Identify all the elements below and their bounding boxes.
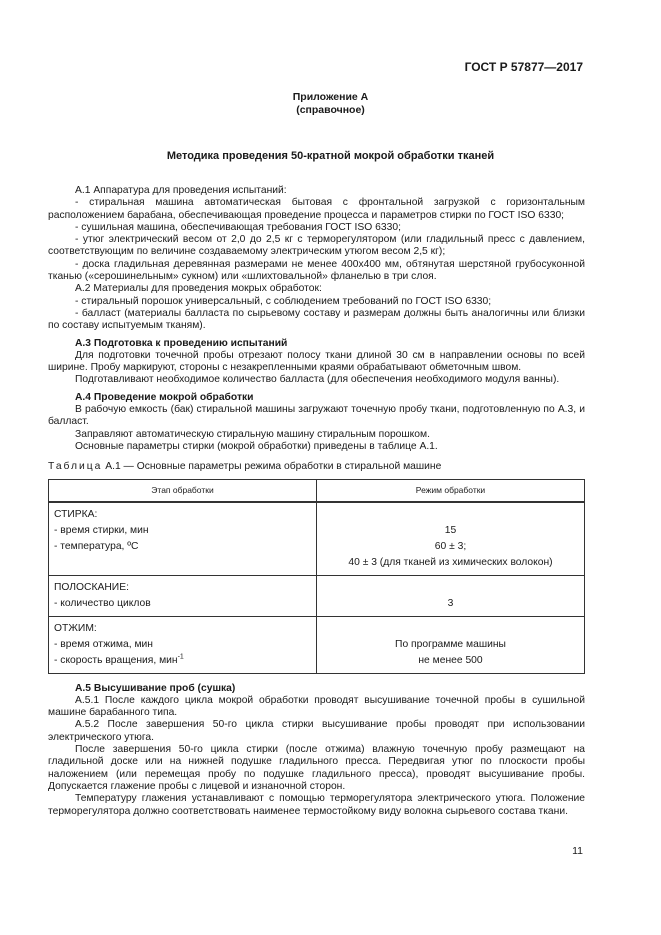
parameter-value: 40 ± 3 (для тканей из химических волокон) [348,556,553,568]
section-heading: А.4 Проведение мокрой обработки [75,391,254,403]
section-heading: А.5 Высушивание проб (сушка) [75,682,236,694]
unit-superscript: -1 [177,653,184,661]
parameter-label: - температура, ºС [54,540,139,552]
section-heading: А.3 Подготовка к проведению испытаний [75,337,288,349]
section-a3 [48,338,585,387]
parameter-value: 3 [447,597,454,609]
annex-subtitle: (справочное) [296,104,365,116]
parameter-value: 15 [444,524,457,536]
table-caption-text: А.1 — Основные параметры режима обработки в стиральной машине [102,461,442,473]
section-a2 [48,283,585,332]
paragraph: - балласт (материалы балласта по сырьевому составу и размерам должны быть аналогичны или близки по составу испытуемым тканям). [48,307,585,332]
annex-title: Приложение А [292,91,369,103]
parameter-label-text: - скорость вращения, мин [54,654,178,666]
stage-cell [49,575,317,616]
mode-cell [317,575,585,616]
paragraph: - сушильная машина, обеспечивающая требования ГОСТ ISO 6330; [75,221,401,233]
paragraph: Температуру глажения устанавливают с помощью терморегулятора электрического утюга. Положение терморегулятора должно соответствовать наименее термостойкому виду волокна сырьевого состава ткани. [48,793,585,817]
paragraph: Подготавливают необходимое количество балласта (для обеспечения необходимого модуля ванны). [75,374,560,386]
column-header-stage: Этап обработки [49,479,317,502]
paragraph: - доска гладильная деревянная размерами не менее 400х400 мм, обтянутая шерстяной грубосуконной тканью («серошинельным» сукном) или «шлихтовальной» фланелью в три слоя. [48,258,585,283]
paragraph: А.5.2 После завершения 50-го цикла стирки высушивание пробы проводят при использовании электрического утюга. [48,719,585,743]
paragraph: В рабочую емкость (бак) стиральной машины загружают точечную пробу ткани, подготовленную по А.3, и балласт. [48,404,585,428]
parameter-label: - время отжима, мин [54,638,153,650]
table-caption [48,461,585,473]
stage-title: ПОЛОСКАНИЕ: [54,581,129,593]
table-header-row [49,479,585,502]
stage-title: ОТЖИМ: [54,622,97,634]
stage-cell [49,502,317,576]
parameter-label: - время стирки, мин [54,524,149,536]
document-id: ГОСТ Р 57877—2017 [464,60,583,74]
mode-cell [317,502,585,576]
column-header-mode: Режим обработки [317,479,585,502]
mode-cell [317,616,585,673]
parameter-label: - количество циклов [54,597,151,609]
table-row-spin [49,616,585,673]
paragraph: Заправляют автоматическую стиральную машину стиральным порошком. [75,428,430,440]
paragraph: А.1 Аппаратура для проведения испытаний: [75,185,287,196]
parameters-table [48,479,585,674]
paragraph: Основные параметры стирки (мокрой обработки) приведены в таблице А.1. [75,440,438,452]
stage-cell [49,616,317,673]
paragraph: А.5.1 После каждого цикла мокрой обработки проводят высушивание точечной пробы в сушильной машине барабанного типа. [48,694,585,719]
paragraph: - стиральная машина автоматическая бытовая с фронтальной загрузкой с горизонтальным расположением барабана, обеспечивающая проведение процесса и параметров стирки по ГОСТ ISO 6330; [48,197,585,221]
table-row-wash [49,502,585,576]
table-row-rinse [49,575,585,616]
paragraph: Для подготовки точечной пробы отрезают полосу ткани длиной 30 см в направлении основы по всей ширине. Пробу маркируют, стороны с незакрепленными краями обрабатывают обметочным швом. [48,349,585,374]
stage-title: СТИРКА: [54,508,98,520]
page-number: 11 [572,845,583,857]
annex-heading [0,91,661,117]
section-a5 [48,683,585,818]
document-body [48,185,585,818]
method-title: Методика проведения 50-кратной мокрой обработки тканей [166,150,495,162]
parameter-value: не менее 500 [418,654,483,666]
parameter-value: По программе машины [395,638,506,650]
paragraph: - стиральный порошок универсальный, с соблюдением требований по ГОСТ ISO 6330; [75,295,492,307]
section-a1 [48,185,585,283]
table-caption-word: Таблица [48,461,103,473]
paragraph: - утюг электрический весом от 2,0 до 2,5 кг с терморегулятором (или гладильный пресс с давлением, соответствующим по величине создаваемому электрическим утюгом весом 2,5 кг); [48,234,585,258]
paragraph: После завершения 50-го цикла стирки (после отжима) влажную точечную пробу размещают на гладильной доске или на нижней подушке гладильного пресса. Передвигая утюг по плоскости пробы наложением (или перемещая пробу по подушке гладильного пресса), проводят высушивание пробы. Допускается глажение пробы с лицевой и изнаночной сторон. [48,744,585,792]
parameter-label [54,653,311,669]
section-a4 [48,392,585,453]
parameter-value: 60 ± 3; [434,540,467,552]
paragraph: А.2 Материалы для проведения мокрых обработок: [75,283,322,295]
